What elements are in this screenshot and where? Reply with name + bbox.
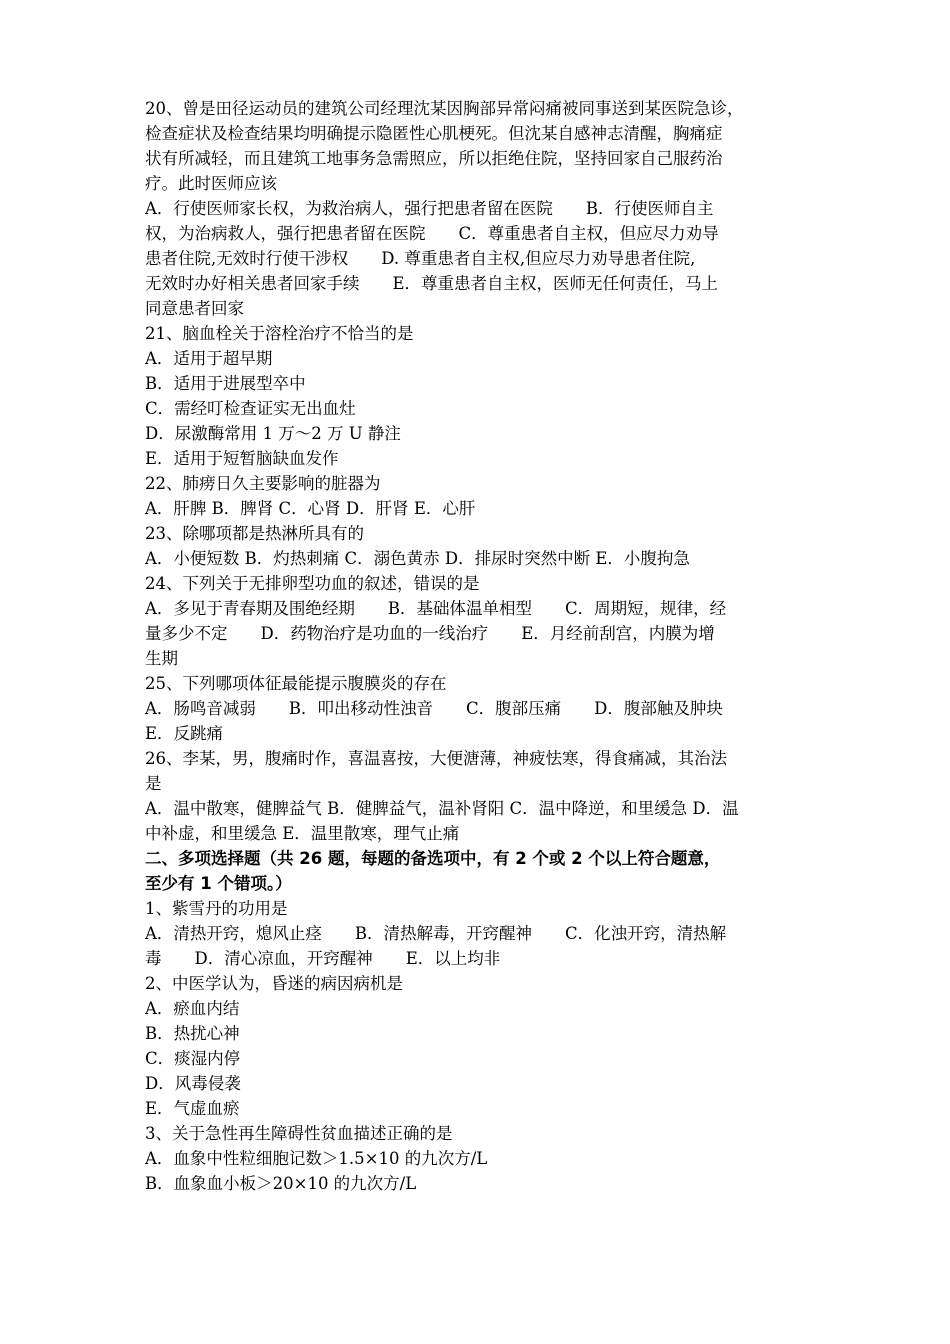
question-25-stem: 25、下列哪项体征最能提示腹膜炎的存在 — [145, 674, 447, 693]
question-20-options-line-3: 患者住院,无效时行使干涉权 D. 尊重患者自主权,但应尽力劝导患者住院, — [145, 249, 696, 268]
question-26-stem-line-1: 26、李某，男，腹痛时作，喜温喜按，大便溏薄，神疲怯寒，得食痛减，其治法 — [145, 749, 727, 768]
mc-question-2-option-c: C．痰湿内停 — [145, 1049, 241, 1068]
mc-question-3-stem: 3、关于急性再生障碍性贫血描述正确的是 — [145, 1124, 453, 1143]
question-20-options-line-4: 无效时办好相关患者回家手续 E．尊重患者自主权，医师无任何责任，马上 — [145, 274, 719, 293]
question-24-options-line-1: A．多见于青春期及围绝经期 B．基础体温单相型 C．周期短，规律，经 — [145, 599, 727, 618]
document-page — [145, 96, 817, 1196]
mc-question-1-options-line-2: 毒 D．清心凉血，开窍醒神 E．以上均非 — [145, 949, 501, 968]
question-21-option-a: A．适用于超早期 — [145, 349, 273, 368]
question-20-line-3: 状有所减轻，而且建筑工地事务急需照应，所以拒绝住院，坚持回家自己服药治 — [145, 149, 723, 168]
mc-question-1-options-line-1: A．清热开窍，熄风止痉 B．清热解毒，开窍醒神 C．化浊开窍，清热解 — [145, 924, 727, 943]
question-22-options: A．肝脾 B．脾肾 C．心肾 D．肝肾 E．心肝 — [145, 499, 476, 518]
question-26-options-line-2: 中补虚，和里缓急 E．温里散寒，理气止痛 — [145, 824, 460, 843]
question-25-options-line-1: A．肠鸣音减弱 B．叩出移动性浊音 C．腹部压痛 D．腹部触及肿块 — [145, 699, 723, 718]
question-26-stem-line-2: 是 — [145, 774, 162, 793]
section-heading-line-2: 至少有 1 个错项。） — [145, 874, 292, 893]
mc-question-2-stem: 2、中医学认为，昏迷的病因病机是 — [145, 974, 403, 993]
question-21-option-e: E．适用于短暂脑缺血发作 — [145, 449, 339, 468]
question-21-option-d: D．尿激酶常用 1 万～2 万 U 静注 — [145, 424, 401, 443]
question-23-options: A．小便短数 B．灼热刺痛 C．溺色黄赤 D．排尿时突然中断 E．小腹拘急 — [145, 549, 690, 568]
question-21-option-c: C．需经叮检查证实无出血灶 — [145, 399, 356, 418]
question-24-options-line-2: 量多少不定 D．药物治疗是功血的一线治疗 E．月经前刮宫，内膜为增 — [145, 624, 715, 643]
question-23-stem: 23、除哪项都是热淋所具有的 — [145, 524, 364, 543]
question-24-options-line-3: 生期 — [145, 649, 178, 668]
question-20-line-1: 20、曾是田径运动员的建筑公司经理沈某因胸部异常闷痛被同事送到某医院急诊， — [145, 99, 744, 118]
question-22-stem: 22、肺痨日久主要影响的脏器为 — [145, 474, 381, 493]
question-25-options-line-2: E．反跳痛 — [145, 724, 224, 743]
question-24-stem: 24、下列关于无排卵型功血的叙述，错误的是 — [145, 574, 480, 593]
mc-question-2-option-b: B．热扰心神 — [145, 1024, 240, 1043]
question-20-options-line-1: A．行使医师家长权，为救治病人，强行把患者留在医院 B．行使医师自主 — [145, 199, 714, 218]
mc-question-3-option-a: A．血象中性粒细胞记数＞1.5×10 的九次方/L — [145, 1149, 488, 1168]
question-21-option-b: B．适用于进展型卒中 — [145, 374, 306, 393]
question-21-stem: 21、脑血栓关于溶栓治疗不恰当的是 — [145, 324, 414, 343]
question-20-line-4: 疗。此时医师应该 — [145, 174, 277, 193]
mc-question-2-option-a: A．瘀血内结 — [145, 999, 240, 1018]
mc-question-2-option-e: E．气虚血瘀 — [145, 1099, 240, 1118]
mc-question-1-stem: 1、紫雪丹的功用是 — [145, 899, 288, 918]
section-heading-line-1: 二、多项选择题（共 26 题，每题的备选项中，有 2 个或 2 个以上符合题意， — [145, 849, 721, 868]
mc-question-2-option-d: D．风毒侵袭 — [145, 1074, 241, 1093]
question-20-line-2: 检查症状及检查结果均明确提示隐匿性心肌梗死。但沈某自感神志清醒，胸痛症 — [145, 124, 723, 143]
mc-question-3-option-b: B．血象血小板＞20×10 的九次方/L — [145, 1174, 417, 1193]
question-20-options-line-2: 权，为治病救人，强行把患者留在医院 C．尊重患者自主权，但应尽力劝导 — [145, 224, 719, 243]
question-26-options-line-1: A．温中散寒，健脾益气 B．健脾益气，温补肾阳 C．温中降逆，和里缓急 D．温 — [145, 799, 739, 818]
question-20-options-line-5: 同意患者回家 — [145, 299, 244, 318]
